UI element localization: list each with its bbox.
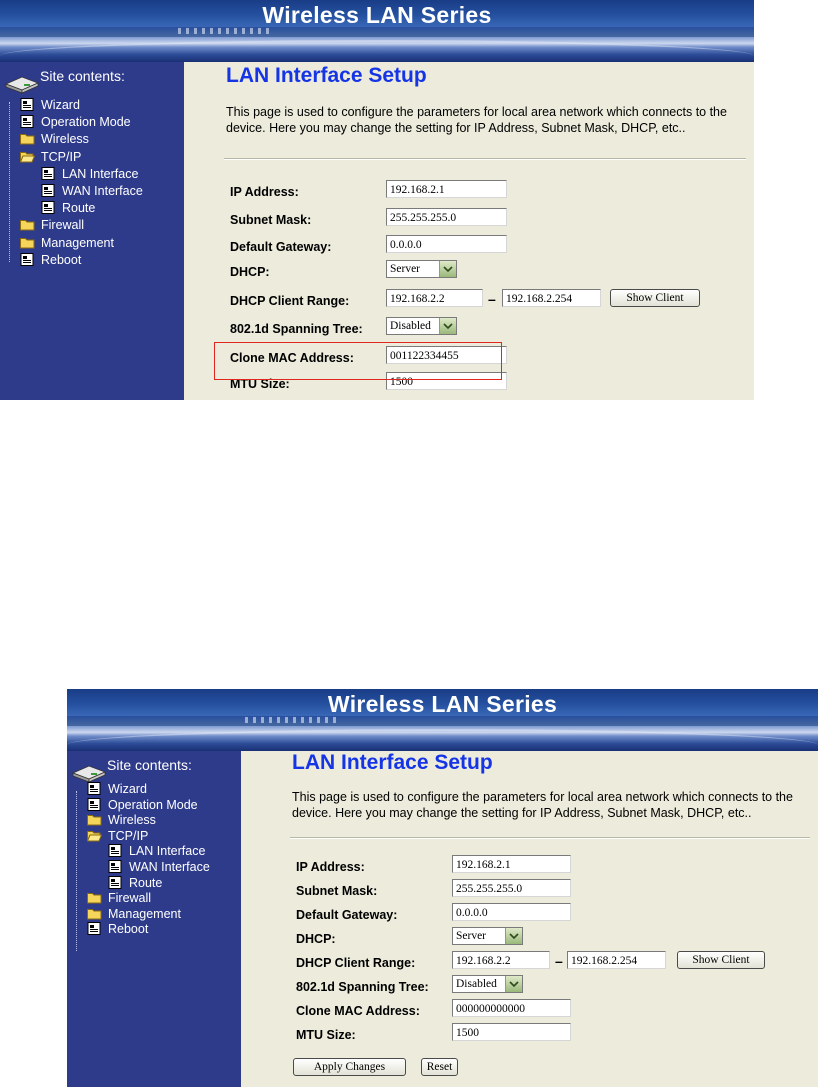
page-icon — [20, 115, 35, 128]
dhcp-range-start-input[interactable]: 192.168.2.2 — [452, 951, 550, 969]
banner-title: Wireless LAN Series — [262, 2, 492, 28]
sidebar-item-wizard[interactable]: Wizard — [6, 97, 143, 114]
sidebar-item-wireless[interactable]: Wireless — [73, 813, 210, 829]
ip-address-input[interactable]: 192.168.2.1 — [452, 855, 571, 873]
site-contents-icon — [71, 761, 107, 783]
sidebar-item-route[interactable]: Route — [73, 876, 210, 892]
dhcp-select[interactable]: Server — [452, 927, 523, 945]
main-content: LAN Interface Setup This page is used to configure the parameters for local area network which connects to the device. Here you may change the setting for IP Address, Subnet Mask, DHCP, etc.. IP Address: 192.168.2.1 Subnet Mask: 255.255.255.0 Default Gateway: 0.0.0.0 DHCP: Server DHCP Client Range: 192.168.2.2 – 192.168.2.254 Show Client 802.1d Spanning Tree: Disabled Clone MAC Address: 000000000000 MTU Size: 1500 Apply Changes Reset — [241, 751, 818, 1087]
range-separator: – — [488, 291, 496, 307]
page-icon — [41, 184, 56, 197]
divider — [224, 158, 746, 160]
sidebar-item-lan-interface[interactable]: LAN Interface — [6, 166, 143, 183]
apply-changes-button[interactable]: Apply Changes — [293, 1058, 406, 1076]
folder-icon — [87, 891, 102, 904]
page-icon — [108, 876, 123, 889]
subnet-mask-input[interactable]: 255.255.255.0 — [386, 208, 507, 226]
sidebar-item-wireless[interactable]: Wireless — [6, 131, 143, 148]
page-title: LAN Interface Setup — [226, 64, 427, 87]
default-gateway-input[interactable]: 0.0.0.0 — [452, 903, 571, 921]
mtu-size-input[interactable]: 1500 — [386, 372, 507, 390]
dhcp-select[interactable]: Server — [386, 260, 457, 278]
screenshot-top — [0, 0, 754, 400]
page-icon — [20, 98, 35, 111]
sidebar-title: Site contents: — [107, 757, 192, 773]
banner — [67, 689, 818, 751]
banner — [0, 0, 754, 62]
dhcp-range-start-input[interactable]: 192.168.2.2 — [386, 289, 483, 307]
screenshot-bottom — [67, 689, 818, 1087]
clone-mac-input[interactable]: 001122334455 — [386, 346, 507, 364]
site-contents-icon — [4, 72, 40, 94]
sidebar-header — [4, 64, 182, 92]
page-icon — [87, 798, 102, 811]
spanning-tree-select[interactable]: Disabled — [386, 317, 457, 335]
spanning-tree-select[interactable]: Disabled — [452, 975, 523, 993]
divider — [290, 837, 810, 839]
sidebar-item-tcpip[interactable]: TCP/IP — [6, 149, 143, 166]
folder-icon — [20, 132, 35, 145]
default-gateway-input[interactable]: 0.0.0.0 — [386, 235, 507, 253]
clone-mac-input[interactable]: 000000000000 — [452, 999, 571, 1017]
chevron-down-icon — [439, 318, 456, 334]
highlight-box — [214, 342, 502, 380]
main-content: LAN Interface Setup This page is used to configure the parameters for local area network which connects to the device. Here you may change the setting for IP Address, Subnet Mask, DHCP, etc.. IP Address: 192.168.2.1 Subnet Mask: 255.255.255.0 Default Gateway: 0.0.0.0 DHCP: Server DHCP Client Range: 192.168.2.2 – 192.168.2.254 Show Client 802.1d Spanning Tree: Disabled Clone MAC Address: 001122334455 MTU Size: 1500 — [184, 62, 754, 400]
chevron-down-icon — [505, 976, 522, 992]
open-folder-icon — [20, 150, 35, 163]
sidebar-item-reboot[interactable]: Reboot — [73, 922, 210, 938]
banner-title: Wireless LAN Series — [327, 691, 558, 717]
sidebar-item-tcpip[interactable]: TCP/IP — [73, 829, 210, 845]
sidebar-item-firewall[interactable]: Firewall — [73, 891, 210, 907]
sidebar-header — [71, 753, 249, 781]
page-icon — [108, 844, 123, 857]
chevron-down-icon — [439, 261, 456, 277]
sidebar-title: Site contents: — [40, 68, 125, 84]
show-client-button[interactable]: Show Client — [677, 951, 765, 969]
reset-button[interactable]: Reset — [421, 1058, 458, 1076]
dhcp-range-end-input[interactable]: 192.168.2.254 — [567, 951, 666, 969]
folder-icon — [20, 236, 35, 249]
page-icon — [87, 922, 102, 935]
chevron-down-icon — [505, 928, 522, 944]
page-icon — [87, 782, 102, 795]
sidebar-item-firewall[interactable]: Firewall — [6, 217, 143, 234]
page-icon — [20, 253, 35, 266]
range-separator: – — [555, 953, 563, 969]
page-description: This page is used to configure the parameters for local area network which connects to the device. Here you may change the setting for IP Address, Subnet Mask, DHCP, etc.. — [226, 105, 727, 135]
page-icon — [41, 201, 56, 214]
sidebar-item-wan-interface[interactable]: WAN Interface — [6, 183, 143, 200]
page-icon — [108, 860, 123, 873]
open-folder-icon — [87, 829, 102, 842]
sidebar-item-reboot[interactable]: Reboot — [6, 252, 143, 269]
folder-icon — [87, 813, 102, 826]
sidebar-item-wan-interface[interactable]: WAN Interface — [73, 860, 210, 876]
sidebar-item-wizard[interactable]: Wizard — [73, 782, 210, 798]
sidebar — [67, 751, 251, 1087]
page-icon — [41, 167, 56, 180]
mtu-size-input[interactable]: 1500 — [452, 1023, 571, 1041]
subnet-mask-input[interactable]: 255.255.255.0 — [452, 879, 571, 897]
sidebar-item-lan-interface[interactable]: LAN Interface — [73, 844, 210, 860]
page-description: This page is used to configure the parameters for local area network which connects to the device. Here you may change the setting for IP Address, Subnet Mask, DHCP, etc.. — [292, 790, 793, 820]
folder-icon — [20, 218, 35, 231]
ip-address-input[interactable]: 192.168.2.1 — [386, 180, 507, 198]
sidebar-item-management[interactable]: Management — [73, 907, 210, 923]
sidebar-item-operation-mode[interactable]: Operation Mode — [6, 114, 143, 131]
dhcp-range-end-input[interactable]: 192.168.2.254 — [502, 289, 601, 307]
sidebar-item-operation-mode[interactable]: Operation Mode — [73, 798, 210, 814]
sidebar-item-management[interactable]: Management — [6, 235, 143, 252]
show-client-button[interactable]: Show Client — [610, 289, 700, 307]
page-title: LAN Interface Setup — [292, 751, 493, 774]
sidebar-item-route[interactable]: Route — [6, 200, 143, 217]
sidebar — [0, 62, 184, 400]
folder-icon — [87, 907, 102, 920]
